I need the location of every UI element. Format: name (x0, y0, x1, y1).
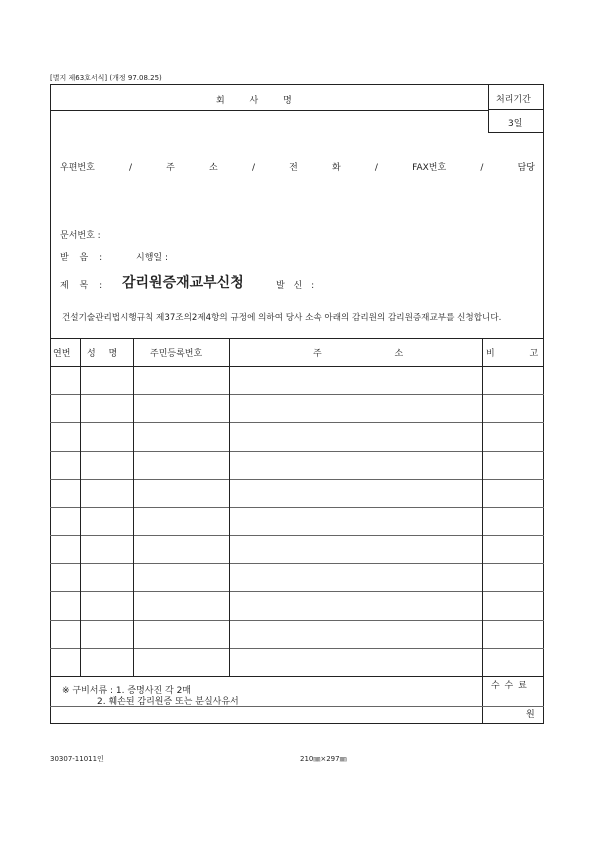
table-row (50, 563, 544, 564)
table-row (50, 591, 544, 592)
doc-no-label: 문서번호 : (60, 231, 101, 241)
form-frame (50, 84, 544, 724)
required-documents-line-2: 2. 훼손된 감리원증 또는 분실사유서 (97, 697, 239, 707)
col-header-name: 성 명 (87, 349, 118, 359)
table-row (50, 620, 544, 621)
address-line: 우편번호 / 주 소 / 전 화 / FAX번호 / 담당 (60, 163, 535, 173)
fee-label: 수 수 료 (491, 681, 527, 691)
col-header-no: 연번 (53, 349, 71, 359)
paper-size: 210㎜×297㎜ (300, 755, 347, 763)
table-row (50, 479, 544, 480)
fee-unit: 원 (526, 710, 535, 720)
table-row (50, 451, 544, 452)
col-header-remarks: 비 고 (486, 349, 539, 359)
effective-date-label: 시행일 : (136, 253, 168, 263)
table-row (50, 507, 544, 508)
form-tag: [별지 제63호서식] (개정 97.08.25) (50, 74, 162, 82)
subject-value: 감리원증재교부신청 (122, 275, 244, 291)
sender-label: 발 신 : (276, 281, 315, 291)
table-row (50, 394, 544, 395)
subject-label: 제 목 : (60, 281, 103, 291)
col-header-address: 주 소 (313, 349, 404, 359)
col-header-resident-no: 주민등록번호 (150, 349, 203, 359)
table-row (50, 422, 544, 423)
processing-period-value: 3일 (508, 119, 523, 129)
request-body-text: 건설기술관리법시행규칙 제37조의2제4항의 규정에 의하여 당사 소속 아래의 감리원의 감리원증재교부를 신청합니다. (62, 313, 502, 323)
table-row (50, 535, 544, 536)
table-row (50, 648, 544, 649)
required-documents-line-1: ※ 구비서류 : 1. 증명사진 각 2매 (62, 686, 191, 696)
form-code: 30307-11011인 (50, 755, 104, 763)
receiver-label: 받 음 : (60, 253, 103, 263)
company-name-label: 회 사 명 (216, 96, 292, 106)
processing-period-label: 처리기간 (496, 95, 531, 105)
